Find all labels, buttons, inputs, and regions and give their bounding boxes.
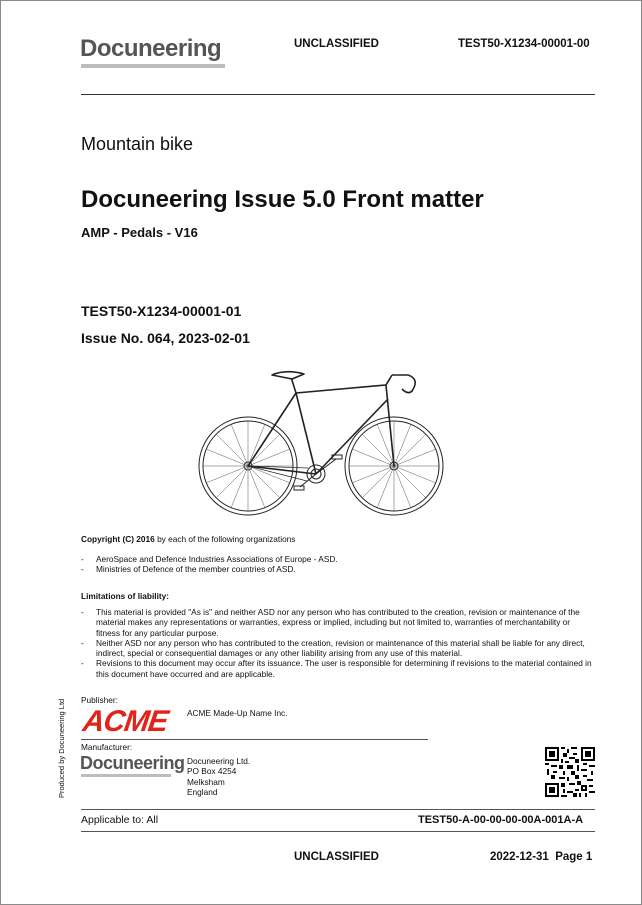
publisher-name: ACME Made-Up Name Inc. xyxy=(187,708,288,718)
address-line: PO Box 4254 xyxy=(187,766,237,777)
header-rule xyxy=(81,94,595,95)
manufacturer-label: Manufacturer: xyxy=(81,742,133,752)
copyright-org: - AeroSpace and Defence Industries Associations of Europe - ASD. xyxy=(81,554,595,564)
footer-classification: UNCLASSIFIED xyxy=(294,851,379,863)
doc-number: TEST50-X1234-00001-01 xyxy=(81,303,242,319)
acme-logo: ACME xyxy=(80,705,170,738)
logo-underline xyxy=(81,64,225,68)
docuneering-logo-text: Docuneering xyxy=(80,35,222,62)
header-classification: UNCLASSIFIED xyxy=(294,38,379,50)
copyright-lead: Copyright (C) 2016 xyxy=(81,534,155,544)
liability-item: - This material is provided "As is" and neither ASD nor any person who has contributed to the creation, revision or maintenance of the material makes any representations or warranties, express or implied, including but not limited to, warranties of merchantability or fitness for any particular purpose. xyxy=(81,607,595,638)
copyright-org: - Ministries of Defence of the member countries of ASD. xyxy=(81,564,595,574)
dm-code: TEST50-A-00-00-00-00A-001A-A xyxy=(418,814,584,826)
header-doc-code: TEST50-X1234-00001-00 xyxy=(458,38,590,50)
manufacturer-logo-underline xyxy=(81,774,171,777)
manufacturer-address xyxy=(187,756,250,797)
bicycle-illustration xyxy=(196,363,446,523)
address-line: Docuneering Ltd. xyxy=(187,756,251,766)
address-line: Melksham xyxy=(187,776,225,787)
issue-info: Issue No. 064, 2023-02-01 xyxy=(81,330,250,346)
copyright-org-list xyxy=(81,554,595,575)
publisher-rule xyxy=(81,739,428,740)
footer-date-page: 2022-12-31 Page 1 xyxy=(490,851,593,863)
page-title: Docuneering Issue 5.0 Front matter xyxy=(81,186,484,213)
liability-list xyxy=(81,607,595,679)
copyright-statement xyxy=(81,534,295,544)
applicability-rule xyxy=(81,809,595,810)
side-produced-by: Produced by Docuneering Ltd xyxy=(57,698,66,798)
copyright-rest: by each of the following organizations xyxy=(154,534,296,544)
applicability-label: Applicable to: All xyxy=(81,814,159,826)
footer-rule xyxy=(81,831,595,832)
liability-item: - Revisions to this document may occur after its issuance. The user is responsible for determining if revisions to the material contained in this document have occurred and are applicable. xyxy=(81,658,595,679)
docuneering-logo xyxy=(80,35,221,63)
liability-item: - Neither ASD nor any person who has contributed to the creation, revision or maintenance of this material shall be liable for any direct, indirect, special or consequential damages or any other liability arising from any use of this material. xyxy=(81,638,595,659)
manufacturer-logo-text: Docuneering xyxy=(80,753,185,773)
qr-code xyxy=(545,747,595,797)
subtitle: AMP - Pedals - V16 xyxy=(81,225,198,240)
publisher-label: Publisher: xyxy=(81,695,118,705)
address-line: England xyxy=(187,786,218,797)
manufacturer-logo xyxy=(80,753,185,774)
category-title: Mountain bike xyxy=(81,134,194,154)
liability-heading: Limitations of liability: xyxy=(81,591,170,601)
